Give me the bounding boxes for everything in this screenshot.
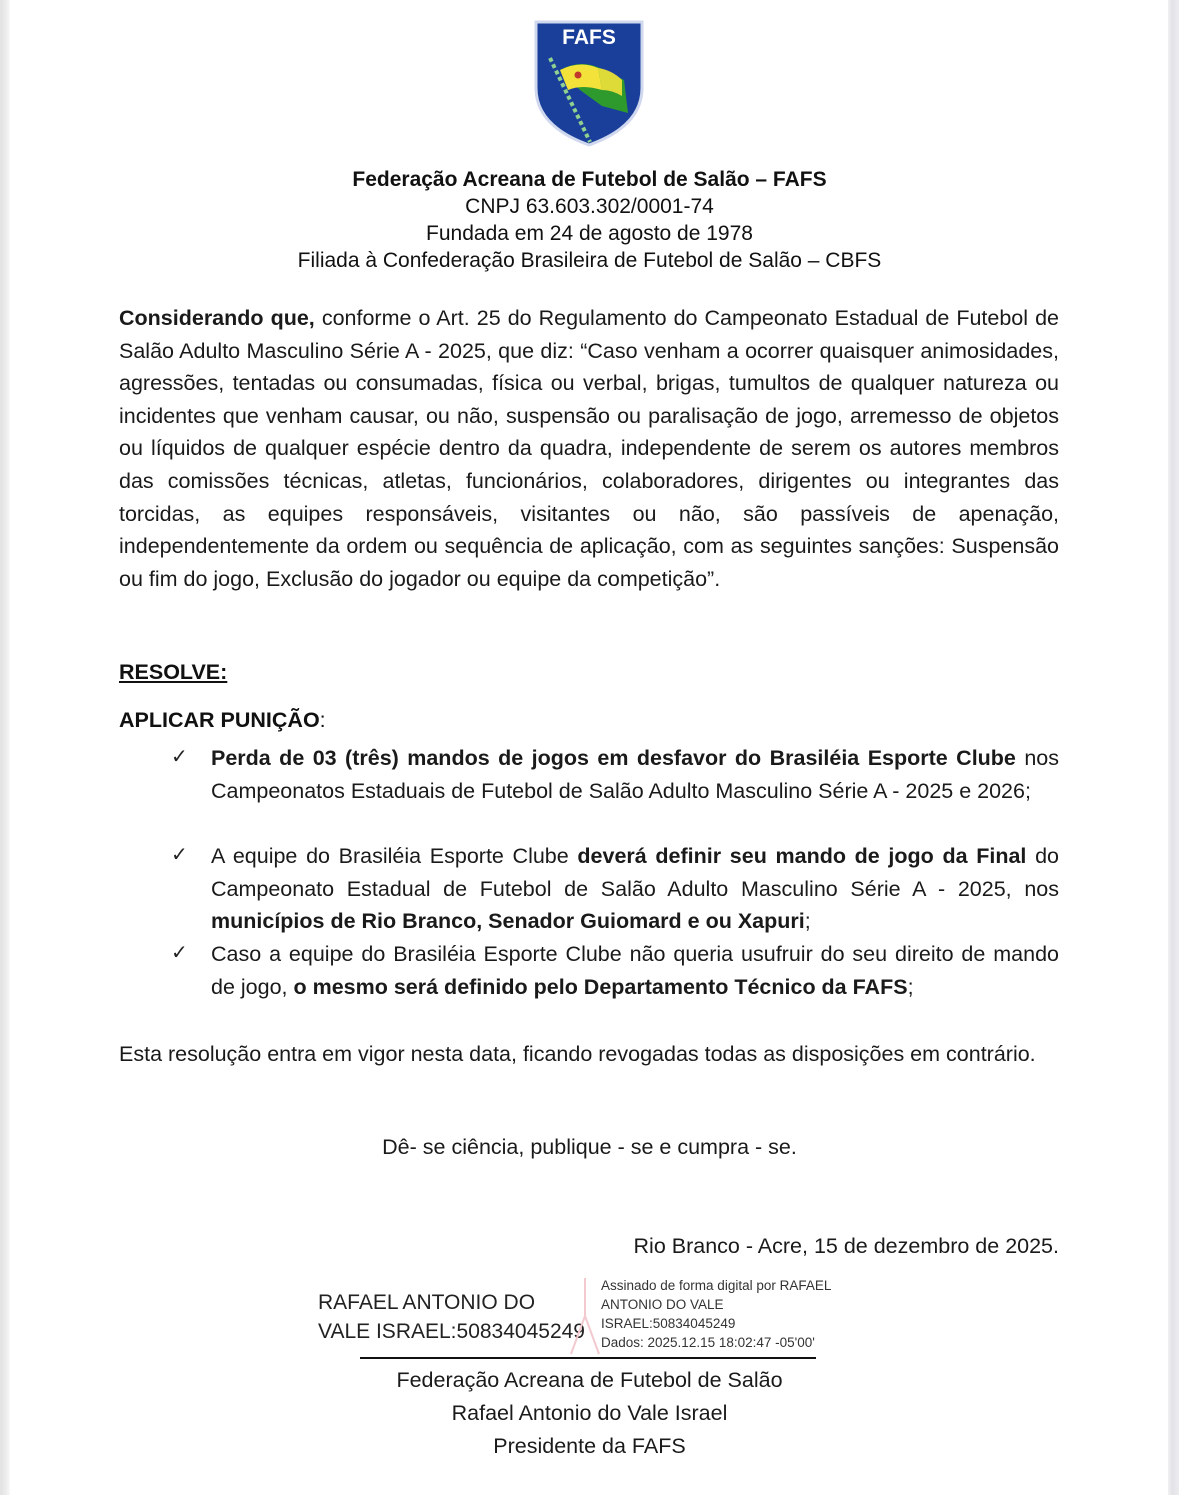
digital-signature-details: Assinado de forma digital por RAFAEL ANTONIO DO VALE ISRAEL:50834045249 Dados: 2025.12.15 18:02:47 -05'00' xyxy=(601,1278,832,1350)
org-name: Federação Acreana de Futebol de Salão – FAFS xyxy=(352,168,827,191)
considering-text: conforme o Art. 25 do Regulamento do Campeonato Estadual de Futebol de Salão Adulto Masculino Série A - 2025, que diz: “Caso venham a ocorrer quaisquer animosidades, agressões, tentadas ou consumadas, física ou verbal, brigas, tumultos de qualquer natureza ou incidentes que venham causar, ou não, suspensão ou paralisação de jogo, arremesso de objetos ou líquidos de qualquer espécie dentro da quadra, independente de serem os autores membros das comissões técnicas, atletas, funcionários, colaboradores, dirigentes ou integrantes das torcidas, as equipes responsáveis, visitantes ou não, são passíveis de apenação, independentemente da ordem ou sequência de aplicação, com as seguintes sanções: Suspensão ou fim do jogo, Exclusão do jogador ou equipe da competição”. xyxy=(119,306,1059,591)
apply-heading: APLICAR PUNIÇÃO: xyxy=(119,708,326,732)
considering-lead: Considerando que, xyxy=(119,306,315,330)
signature-stamp-icon xyxy=(565,1276,605,1356)
organization-header xyxy=(0,166,1179,274)
check-icon: ✓ xyxy=(171,744,188,768)
signatory-block xyxy=(0,1364,1179,1463)
signatory-title: Presidente da FAFS xyxy=(493,1434,686,1458)
closing-paragraph: Esta resolução entra em vigor nesta data, ficando revogadas todas as disposições em contrário. xyxy=(119,1042,1036,1066)
punishment-item-2: A equipe do Brasiléia Esporte Clube deverá definir seu mando de jogo da Final do Campeonato Estadual de Futebol de Salão Adulto Masculino Série A - 2025, nos municípios de Rio Branco, Senador Guiomard e ou Xapuri; xyxy=(211,844,1059,934)
svg-text:FAFS: FAFS xyxy=(562,26,616,49)
digital-signature-name: RAFAEL ANTONIO DO VALE ISRAEL:50834045249 xyxy=(318,1291,585,1343)
publish-statement: Dê- se ciência, publique - se e cumpra - se. xyxy=(382,1135,797,1159)
founded-date: Fundada em 24 de agosto de 1978 xyxy=(426,222,753,245)
check-icon: ✓ xyxy=(171,940,188,964)
punishment-item-1: Perda de 03 (três) mandos de jogos em desfavor do Brasiléia Esporte Clube nos Campeonatos Estaduais de Futebol de Salão Adulto Masculino Série A - 2025 e 2026; xyxy=(211,746,1059,803)
signatory-org: Federação Acreana de Futebol de Salão xyxy=(396,1368,783,1392)
affiliation: Filiada à Confederação Brasileira de Futebol de Salão – CBFS xyxy=(297,249,882,272)
punishment-item-3: Caso a equipe do Brasiléia Esporte Clube não queria usufruir do seu direito de mando de jogo, o mesmo será definido pelo Departamento Técnico da FAFS; xyxy=(211,942,1059,999)
resolve-heading: RESOLVE: xyxy=(119,660,228,684)
fafs-shield-logo-icon xyxy=(532,18,646,148)
city-date: Rio Branco - Acre, 15 de dezembro de 2025. xyxy=(633,1234,1059,1258)
considering-paragraph xyxy=(119,302,1059,595)
cnpj: CNPJ 63.603.302/0001-74 xyxy=(465,195,714,218)
signature-line xyxy=(360,1357,816,1359)
check-icon: ✓ xyxy=(171,842,188,866)
signatory-name: Rafael Antonio do Vale Israel xyxy=(451,1401,728,1425)
